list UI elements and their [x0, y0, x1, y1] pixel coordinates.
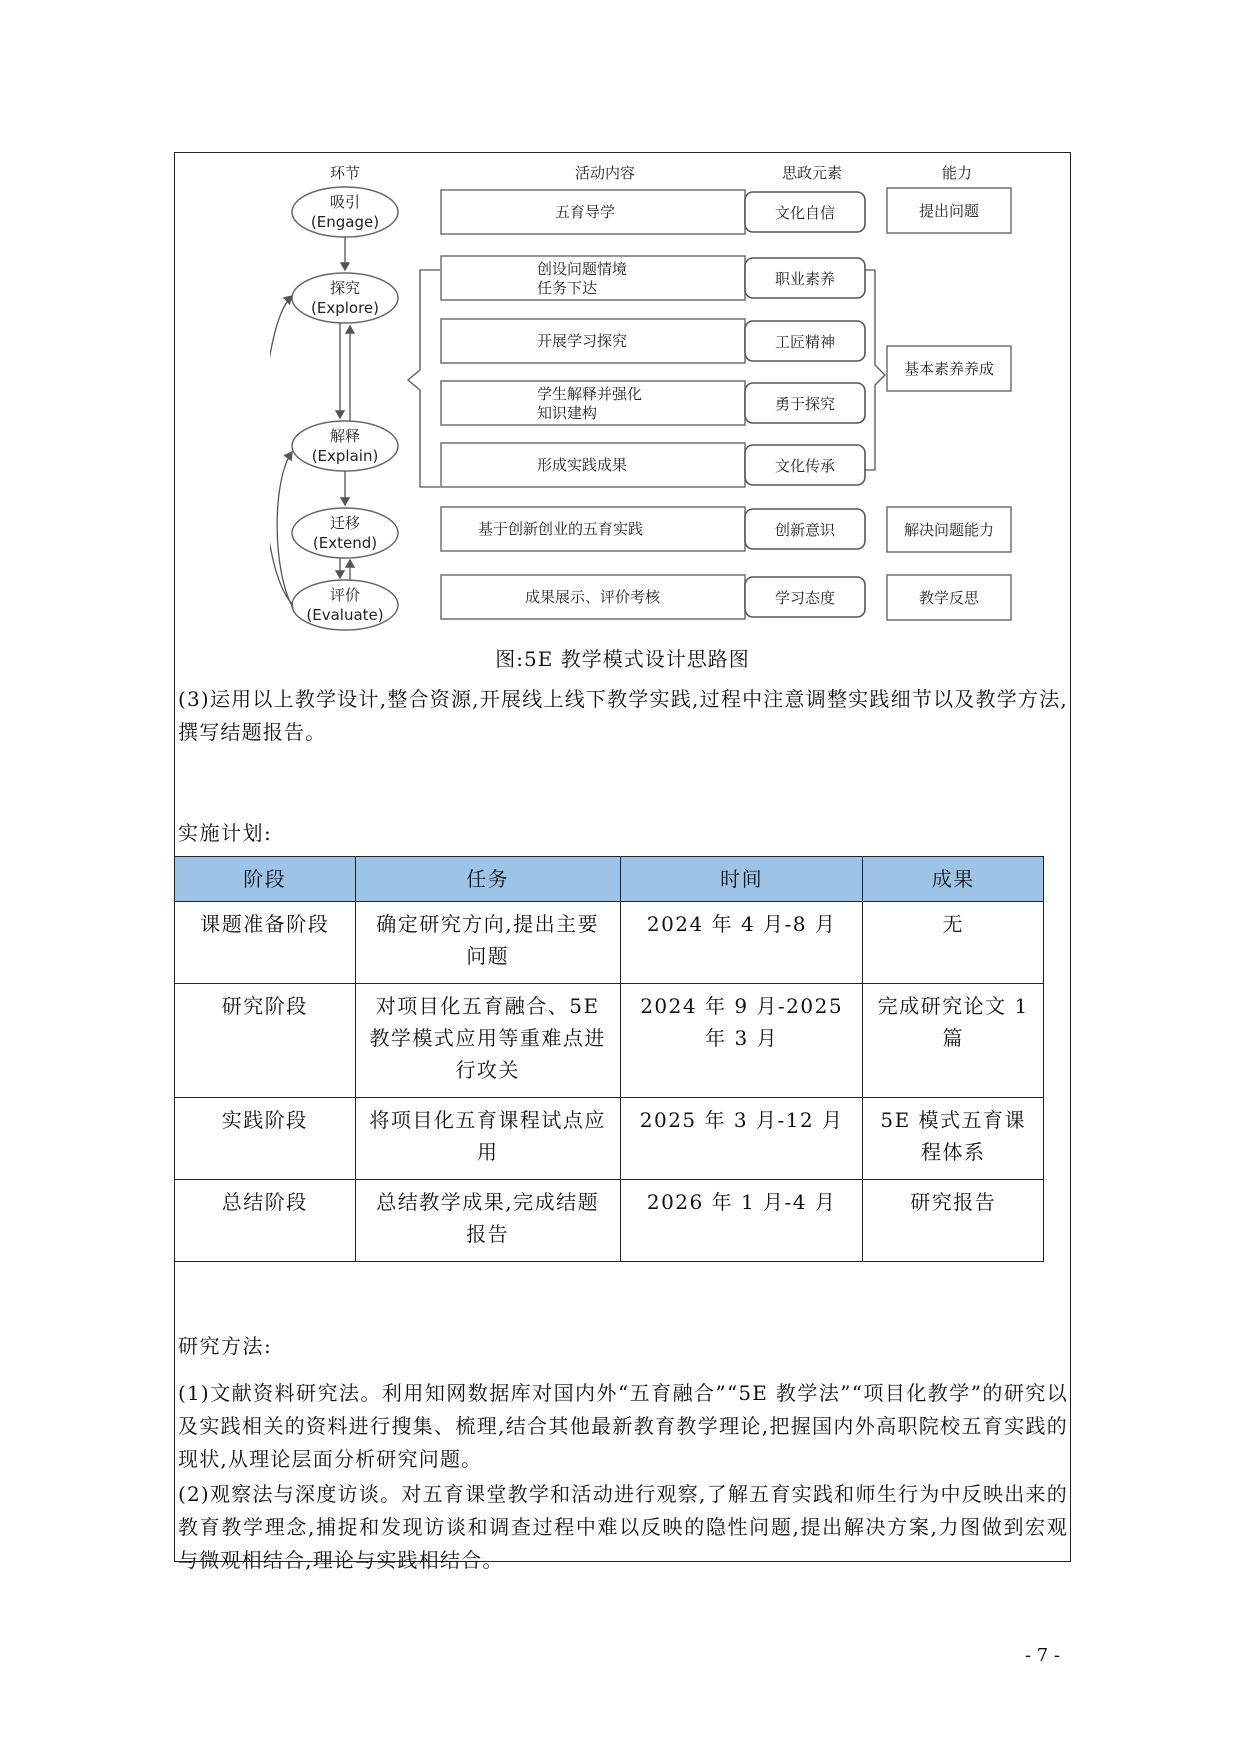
- cell-stage: 实践阶段: [175, 1098, 356, 1180]
- svg-text:探究: 探究: [329, 279, 361, 297]
- svg-text:职业素养: 职业素养: [774, 270, 836, 288]
- svg-text:形成实践成果: 形成实践成果: [537, 456, 628, 474]
- method-1: (1)文献资料研究法。利用知网数据库对国内外“五育融合”“5E 教学法”“项目化教学”的研究以及实践相关的资料进行搜集、梳理,结合其他最新教育教学理论,把握国内外高职院校五育实践的现状,从理论层面分析研究问题。: [178, 1381, 1068, 1471]
- svg-text:迁移: 迁移: [329, 514, 361, 532]
- svg-text:解决问题能力: 解决问题能力: [903, 521, 995, 539]
- table-row: [175, 902, 1044, 984]
- implementation-plan-table: [174, 856, 1044, 1262]
- cell-time: 2025 年 3 月-12 月: [620, 1098, 863, 1180]
- stage-extend: [292, 508, 398, 558]
- cell-time: 2024 年 9 月-2025 年 3 月: [620, 984, 863, 1098]
- header-element: 思政元素: [781, 164, 843, 182]
- ability-box: [887, 346, 1011, 391]
- stage-explore: [292, 273, 398, 323]
- cell-task: 对项目化五育融合、5E 教学模式应用等重难点进行攻关: [355, 984, 620, 1098]
- cell-task: 将项目化五育课程试点应用: [355, 1098, 620, 1180]
- cell-task: 总结教学成果,完成结题报告: [355, 1180, 620, 1262]
- header-stage: 环节: [329, 164, 361, 182]
- col-header-result: 成果: [863, 857, 1044, 902]
- svg-text:学生解释并强化: 学生解释并强化: [537, 385, 643, 403]
- header-activity: 活动内容: [574, 164, 636, 182]
- cell-result: 研究报告: [863, 1180, 1044, 1262]
- svg-text:文化传承: 文化传承: [774, 457, 836, 475]
- ability-box: [887, 507, 1011, 552]
- table-row: [175, 1098, 1044, 1180]
- svg-text:文化自信: 文化自信: [774, 204, 836, 222]
- activity-box: [441, 256, 745, 300]
- method-2: (2)观察法与深度访谈。对五育课堂教学和活动进行观察,了解五育实践和师生行为中反映出来的教育教学理念,捕捉和发现访谈和调查过程中难以反映的隐性问题,提出解决方案,力图做到宏观与微观相结合,理论与实践相结合。: [178, 1482, 1068, 1572]
- svg-text:吸引: 吸引: [329, 193, 361, 211]
- col-header-stage: 阶段: [175, 857, 356, 902]
- cell-time: 2026 年 1 月-4 月: [620, 1180, 863, 1262]
- svg-text:教学反思: 教学反思: [918, 589, 980, 607]
- cell-time: 2024 年 4 月-8 月: [620, 902, 863, 984]
- element-box: [745, 258, 865, 298]
- page-number: - 7 -: [1025, 1645, 1061, 1666]
- paragraph-3: (3)运用以上教学设计,整合资源,开展线上线下教学实践,过程中注意调整实践细节以及教学方法,撰写结题报告。: [178, 687, 1068, 744]
- svg-text:勇于探究: 勇于探究: [774, 395, 836, 413]
- svg-text:(Explain): (Explain): [311, 447, 379, 465]
- activity-box: [441, 507, 745, 551]
- elements-brace: [865, 270, 885, 470]
- ability-box: [887, 575, 1011, 620]
- element-box: [745, 321, 865, 361]
- explore-brace: [408, 270, 440, 487]
- cell-result: 无: [863, 902, 1044, 984]
- activity-box: [441, 575, 745, 619]
- element-box: [745, 383, 865, 423]
- svg-text:五育导学: 五育导学: [555, 203, 616, 221]
- svg-text:任务下达: 任务下达: [537, 279, 598, 297]
- cell-task: 确定研究方向,提出主要问题: [355, 902, 620, 984]
- cell-result: 5E 模式五育课程体系: [863, 1098, 1044, 1180]
- cell-stage: 课题准备阶段: [175, 902, 356, 984]
- svg-text:解释: 解释: [329, 427, 361, 445]
- activity-box: [441, 443, 745, 487]
- element-box: [745, 445, 865, 485]
- activity-box: [441, 190, 745, 234]
- svg-text:创新意识: 创新意识: [774, 521, 836, 539]
- 5e-design-diagram: [270, 158, 1040, 633]
- table-row: [175, 1180, 1044, 1262]
- svg-text:成果展示、评价考核: 成果展示、评价考核: [525, 588, 661, 606]
- table-header-row: [175, 857, 1044, 902]
- svg-text:工匠精神: 工匠精神: [774, 333, 836, 351]
- cell-stage: 研究阶段: [175, 984, 356, 1098]
- svg-text:学习态度: 学习态度: [774, 589, 836, 607]
- svg-text:(Explore): (Explore): [311, 299, 379, 317]
- activity-box: [441, 319, 745, 363]
- element-box: [745, 577, 865, 617]
- element-box: [745, 192, 865, 232]
- col-header-task: 任务: [355, 857, 620, 902]
- element-box: [745, 509, 865, 549]
- svg-text:知识建构: 知识建构: [537, 404, 598, 422]
- svg-text:创设问题情境: 创设问题情境: [537, 260, 628, 278]
- methods-label: 研究方法:: [178, 1334, 273, 1358]
- stage-evaluate: [292, 580, 398, 630]
- header-ability: 能力: [941, 164, 973, 182]
- stage-explain: [292, 421, 398, 471]
- svg-text:(Engage): (Engage): [310, 213, 380, 231]
- svg-text:(Evaluate): (Evaluate): [306, 606, 384, 624]
- figure-caption: 图:5E 教学模式设计思路图: [495, 647, 750, 671]
- table-row: [175, 984, 1044, 1098]
- svg-text:基本素养养成: 基本素养养成: [903, 360, 995, 378]
- col-header-time: 时间: [620, 857, 863, 902]
- svg-text:基于创新创业的五育实践: 基于创新创业的五育实践: [478, 520, 644, 538]
- svg-text:评价: 评价: [329, 586, 361, 604]
- svg-text:提出问题: 提出问题: [918, 202, 980, 220]
- svg-text:开展学习探究: 开展学习探究: [537, 332, 628, 350]
- activity-box: [441, 381, 745, 425]
- plan-label: 实施计划:: [178, 821, 273, 845]
- cell-stage: 总结阶段: [175, 1180, 356, 1262]
- cell-result: 完成研究论文 1 篇: [863, 984, 1044, 1098]
- ability-box: [887, 188, 1011, 233]
- stage-engage: [292, 187, 398, 237]
- svg-text:(Extend): (Extend): [312, 534, 378, 552]
